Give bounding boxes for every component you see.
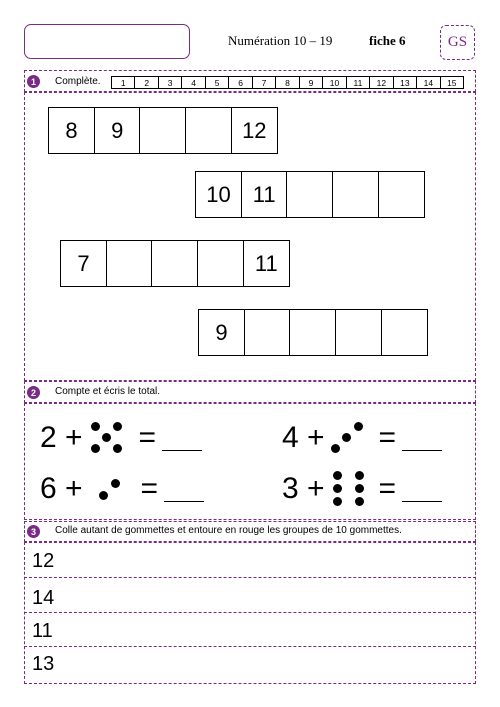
worksheet-title: Numération 10 – 19	[228, 33, 333, 48]
section-1-instruction: Complète.	[55, 76, 101, 87]
empty-cell[interactable]	[332, 171, 379, 218]
number-cell: 9	[94, 107, 141, 154]
addition-2-equals: =	[378, 421, 397, 454]
sequence-row-3	[60, 240, 290, 287]
empty-cell[interactable]	[197, 240, 244, 287]
strip-number: 13	[394, 77, 417, 88]
empty-cell[interactable]	[106, 240, 153, 287]
strip-number: 10	[323, 77, 346, 88]
divider-line	[24, 646, 476, 647]
dice-two-dots	[95, 471, 131, 507]
number-strip	[111, 76, 464, 89]
strip-number: 2	[135, 77, 158, 88]
addition-3-equals: =	[140, 472, 159, 505]
answer-blank-4[interactable]	[402, 476, 442, 502]
empty-cell[interactable]	[185, 107, 232, 154]
sticker-row-number: 11	[32, 620, 53, 642]
empty-cell[interactable]	[289, 309, 336, 356]
addition-3-left: 6 +	[40, 472, 83, 505]
fiche-label: fiche 6	[369, 33, 406, 48]
addition-1-equals: =	[138, 421, 157, 454]
addition-3	[40, 469, 204, 509]
empty-cell[interactable]	[286, 171, 333, 218]
sticker-row-number: 14	[32, 587, 55, 609]
strip-number: 5	[206, 77, 229, 88]
strip-number: 12	[370, 77, 393, 88]
divider-line	[24, 577, 476, 578]
addition-1-left: 2 +	[40, 421, 83, 454]
strip-number: 4	[182, 77, 205, 88]
sequence-row-4	[198, 309, 428, 356]
strip-number: 14	[417, 77, 440, 88]
sequence-row-2	[195, 171, 425, 218]
addition-4-left: 3 +	[282, 472, 325, 505]
answer-blank-2[interactable]	[402, 425, 442, 451]
empty-cell[interactable]	[381, 309, 428, 356]
number-cell: 12	[231, 107, 278, 154]
sticker-row-number: 12	[32, 550, 55, 572]
number-cell: 11	[243, 240, 290, 287]
sticker-row-number: 13	[32, 653, 55, 675]
number-cell: 7	[60, 240, 107, 287]
empty-cell[interactable]	[139, 107, 186, 154]
strip-number: 6	[229, 77, 252, 88]
divider-line	[24, 612, 476, 613]
strip-number: 1	[112, 77, 135, 88]
dice-six-dots	[331, 471, 367, 507]
section-2-instruction: Compte et écris le total.	[55, 386, 161, 397]
strip-number: 8	[276, 77, 299, 88]
section-1-badge: 1	[27, 75, 40, 88]
strip-number: 9	[300, 77, 323, 88]
empty-cell[interactable]	[244, 309, 291, 356]
answer-blank-1[interactable]	[162, 425, 202, 451]
strip-number: 11	[347, 77, 370, 88]
addition-2-left: 4 +	[282, 421, 325, 454]
addition-2	[282, 418, 442, 458]
dice-five-dots	[89, 420, 127, 456]
strip-number: 15	[447, 78, 457, 88]
number-cell: 8	[48, 107, 95, 154]
dice-three-dots	[329, 420, 365, 456]
section-3-badge: 3	[27, 525, 40, 538]
strip-number: 7	[253, 77, 276, 88]
empty-cell[interactable]	[378, 171, 425, 218]
empty-cell[interactable]	[151, 240, 198, 287]
level-badge: GS	[440, 25, 475, 60]
number-cell: 11	[241, 171, 288, 218]
answer-blank-3[interactable]	[164, 476, 204, 502]
addition-1	[40, 418, 202, 458]
section-2-badge: 2	[27, 386, 40, 399]
number-cell: 9	[198, 309, 245, 356]
section-3-instruction: Colle autant de gommettes et entoure en rouge les groupes de 10 gommettes.	[55, 525, 402, 536]
name-box[interactable]	[24, 24, 190, 59]
addition-4	[282, 469, 442, 509]
number-cell: 10	[195, 171, 242, 218]
sequence-row-1	[48, 107, 278, 154]
addition-4-equals: =	[378, 472, 397, 505]
empty-cell[interactable]	[335, 309, 382, 356]
section-3-body	[24, 542, 476, 684]
strip-number: 3	[159, 77, 182, 88]
